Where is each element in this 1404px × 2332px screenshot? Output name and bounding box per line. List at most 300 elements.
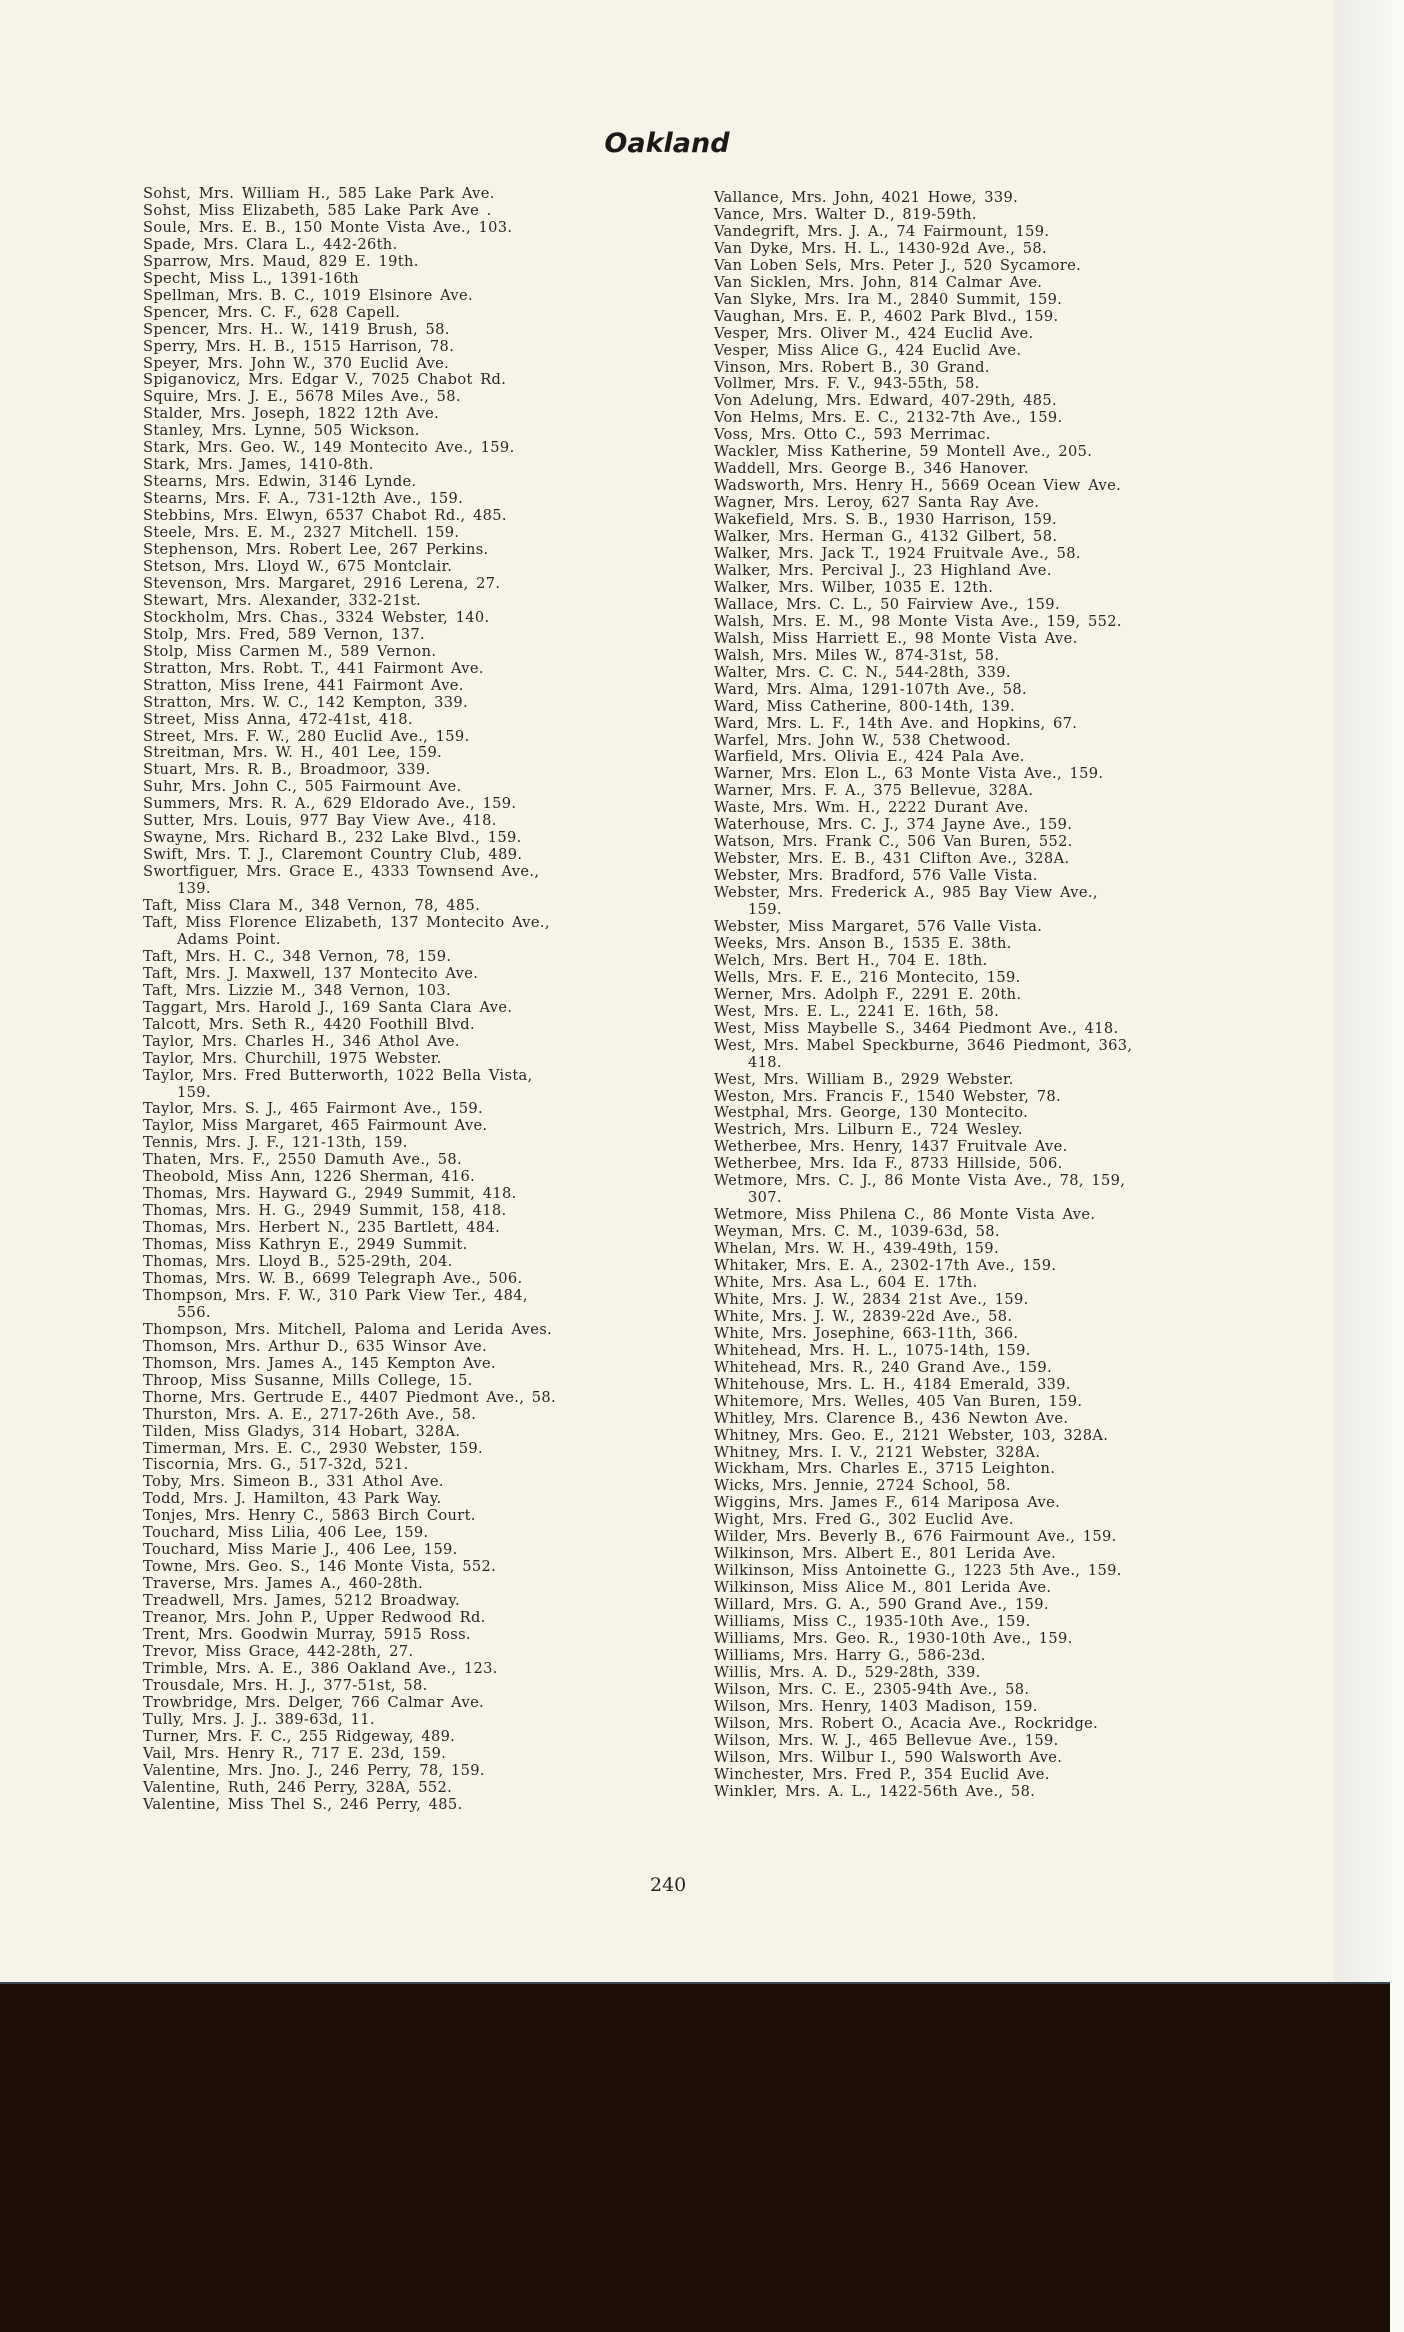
directory-entry: [714, 851, 1132, 868]
entry-text: Sohst, Mrs. William H., 585 Lake Park Ave.: [143, 185, 495, 202]
directory-entry: [714, 309, 1132, 326]
directory-entry: [143, 712, 556, 729]
entry-text: Stratton, Miss Irene, 441 Fairmont Ave.: [143, 676, 464, 694]
directory-entry: [714, 580, 1132, 597]
entry-text: Spellman, Mrs. B. C., 1019 Elsinore Ave.: [143, 286, 473, 304]
entry-text: Tilden, Miss Gladys, 314 Hobart, 328A.: [143, 1422, 461, 1440]
directory-entry: [143, 627, 556, 644]
directory-entry: [143, 1322, 556, 1339]
entry-text: Stebbins, Mrs. Elwyn, 6537 Chabot Rd., 485.: [143, 507, 507, 525]
directory-entry: [714, 953, 1132, 970]
entry-text: Webster, Mrs. E. B., 431 Clifton Ave., 328A.: [714, 850, 1070, 868]
directory-entry: [714, 1614, 1132, 1631]
entry-text: Whitney, Mrs. Geo. E., 2121 Webster, 103, 328A.: [714, 1426, 1109, 1444]
directory-entry: [714, 665, 1132, 682]
entry-text: Walter, Mrs. C. C. N., 544-28th, 339.: [714, 663, 1011, 681]
entry-text: Webster, Miss Margaret, 576 Valle Vista.: [714, 917, 1043, 935]
entry-text: Watson, Mrs. Frank C., 506 Van Buren, 552.: [714, 833, 1073, 851]
directory-entry: [714, 393, 1132, 410]
entry-text: Wetherbee, Mrs. Henry, 1437 Fruitvale Ave.: [714, 1138, 1068, 1156]
entry-text: Taft, Miss Florence Elizabeth, 137 Montecito Ave.,: [143, 913, 550, 931]
page-title: Oakland: [604, 128, 730, 159]
entry-text: Valentine, Mrs. Jno. J., 246 Perry, 78, 159.: [143, 1761, 485, 1779]
entry-text: Squire, Mrs. J. E., 5678 Miles Ave., 58.: [143, 388, 461, 406]
entry-text: Street, Mrs. F. W., 280 Euclid Ave., 159.: [143, 727, 470, 745]
entry-continuation: 418.: [748, 1053, 782, 1071]
entry-continuation: 139.: [177, 880, 211, 898]
directory-entry: [714, 936, 1132, 953]
entry-text: Swayne, Mrs. Richard B., 232 Lake Blvd., 159.: [143, 829, 522, 847]
directory-entry: [143, 339, 556, 356]
directory-entry: [143, 1457, 556, 1474]
entry-text: Warfel, Mrs. John W., 538 Chetwood.: [714, 731, 1011, 749]
directory-entry: [714, 1478, 1132, 1495]
entry-text: Walker, Mrs. Herman G., 4132 Gilbert, 58.: [714, 528, 1058, 546]
entry-text: Van Sicklen, Mrs. John, 814 Calmar Ave.: [714, 273, 1043, 291]
directory-entry: [714, 817, 1132, 834]
entry-text: Whitehead, Mrs. H. L., 1075-14th, 159.: [714, 1341, 1031, 1359]
entry-text: Van Slyke, Mrs. Ira M., 2840 Summit, 159.: [714, 290, 1063, 308]
entry-text: Williams, Mrs. Geo. R., 1930-10th Ave., 159.: [714, 1630, 1073, 1648]
entry-text: Wiggins, Mrs. James F., 614 Mariposa Ave.: [714, 1494, 1061, 1512]
directory-entry: [143, 847, 556, 864]
directory-entry: [143, 1712, 556, 1729]
directory-entry: [714, 343, 1132, 360]
entry-text: Thomas, Miss Kathryn E., 2949 Summit.: [143, 1236, 468, 1254]
directory-entry: [143, 1780, 556, 1797]
directory-entry: [143, 1644, 556, 1661]
directory-entry: [143, 322, 556, 339]
directory-entry: [714, 360, 1132, 377]
entry-text: Whitley, Mrs. Clarence B., 436 Newton Ave.: [714, 1409, 1069, 1427]
entry-text: Welch, Mrs. Bert H., 704 E. 18th.: [714, 951, 988, 969]
entry-text: Whitemore, Mrs. Welles, 405 Van Buren, 159.: [714, 1392, 1083, 1410]
directory-entry: [714, 1461, 1132, 1478]
left-column: [143, 186, 556, 1814]
directory-entry: [143, 949, 556, 966]
entry-text: Walker, Mrs. Jack T., 1924 Fruitvale Ave., 58.: [714, 545, 1081, 563]
directory-entry: [143, 1407, 556, 1424]
directory-entry: [143, 1288, 556, 1322]
entry-text: Ward, Mrs. L. F., 14th Ave. and Hopkins, 67.: [714, 714, 1078, 732]
entry-text: Tonjes, Mrs. Henry C., 5863 Birch Court.: [143, 1507, 476, 1525]
entry-text: Vesper, Mrs. Oliver M., 424 Euclid Ave.: [714, 324, 1034, 342]
directory-entry: [143, 389, 556, 406]
directory-entry: [714, 614, 1132, 631]
directory-entry: [714, 1275, 1132, 1292]
directory-entry: [714, 563, 1132, 580]
directory-entry: [143, 1135, 556, 1152]
directory-entry: [714, 1021, 1132, 1038]
entry-text: Wilson, Mrs. Wilbur I., 590 Walsworth Ave.: [714, 1748, 1063, 1766]
entry-text: Todd, Mrs. J. Hamilton, 43 Park Way.: [143, 1490, 442, 1508]
directory-entry: [714, 1360, 1132, 1377]
directory-entry: [714, 512, 1132, 529]
entry-text: Taft, Mrs. J. Maxwell, 137 Montecito Ave.: [143, 964, 479, 982]
directory-entry: [714, 326, 1132, 343]
entry-text: Westrich, Mrs. Lilburn E., 724 Wesley.: [714, 1121, 1023, 1139]
directory-entry: [714, 275, 1132, 292]
entry-text: Thomas, Mrs. Herbert N., 235 Bartlett, 484.: [143, 1219, 501, 1237]
directory-entry: [714, 444, 1132, 461]
directory-entry: [143, 661, 556, 678]
entry-text: Ward, Miss Catherine, 800-14th, 139.: [714, 697, 1015, 715]
directory-entry: [143, 220, 556, 237]
entry-text: Wilson, Mrs. Robert O., Acacia Ave., Rockridge.: [714, 1714, 1099, 1732]
entry-text: Stratton, Mrs. Robt. T., 441 Fairmont Ave.: [143, 659, 484, 677]
entry-text: Waddell, Mrs. George B., 346 Hanover.: [714, 460, 1029, 478]
entry-text: Ward, Mrs. Alma, 1291-107th Ave., 58.: [714, 680, 1027, 698]
directory-entry: [143, 1441, 556, 1458]
directory-entry: [143, 1559, 556, 1576]
directory-entry: [714, 1631, 1132, 1648]
directory-entry: [143, 559, 556, 576]
directory-entry: [714, 1394, 1132, 1411]
entry-text: Thaten, Mrs. F., 2550 Damuth Ave., 58.: [143, 1151, 463, 1169]
directory-entry: [714, 1173, 1132, 1207]
entry-text: Valentine, Miss Thel S., 246 Perry, 485.: [143, 1795, 463, 1813]
directory-entry: [143, 966, 556, 983]
directory-entry: [714, 1716, 1132, 1733]
entry-text: Whitney, Mrs. I. V., 2121 Webster, 328A.: [714, 1443, 1041, 1461]
entry-text: Wetherbee, Mrs. Ida F., 8733 Hillside, 506.: [714, 1155, 1063, 1173]
directory-entry: [143, 593, 556, 610]
directory-entry: [143, 474, 556, 491]
directory-entry: [714, 410, 1132, 427]
entry-text: Van Dyke, Mrs. H. L., 1430-92d Ave., 58.: [714, 239, 1048, 257]
entry-text: Stolp, Miss Carmen M., 589 Vernon.: [143, 642, 437, 660]
directory-entry: [143, 915, 556, 949]
directory-entry: [714, 1495, 1132, 1512]
entry-text: Wight, Mrs. Fred G., 302 Euclid Ave.: [714, 1511, 1014, 1529]
entry-text: Vesper, Miss Alice G., 424 Euclid Ave.: [714, 341, 1022, 359]
entry-text: Wilson, Mrs. Henry, 1403 Madison, 159.: [714, 1697, 1038, 1715]
directory-entry: [143, 1763, 556, 1780]
entry-text: Timerman, Mrs. E. C., 2930 Webster, 159.: [143, 1439, 483, 1457]
entry-text: Thomas, Mrs. Hayward G., 2949 Summit, 418.: [143, 1185, 517, 1203]
directory-entry: [143, 1678, 556, 1695]
directory-entry: [714, 1343, 1132, 1360]
entry-text: Theobold, Miss Ann, 1226 Sherman, 416.: [143, 1168, 476, 1186]
directory-entry: [143, 1695, 556, 1712]
directory-entry: [714, 800, 1132, 817]
directory-entry: [714, 1682, 1132, 1699]
directory-entry: [714, 766, 1132, 783]
entry-text: Steele, Mrs. E. M., 2327 Mitchell. 159.: [143, 524, 460, 542]
directory-entry: [143, 1152, 556, 1169]
directory-entry: [143, 372, 556, 389]
entry-text: Tully, Mrs. J. J.. 389-63d, 11.: [143, 1710, 375, 1728]
directory-entry: [714, 292, 1132, 309]
entry-text: West, Mrs. E. L., 2241 E. 16th, 58.: [714, 1002, 1000, 1020]
directory-entry: [714, 631, 1132, 648]
directory-entry: [714, 241, 1132, 258]
entry-text: Wicks, Mrs. Jennie, 2724 School, 58.: [714, 1477, 1011, 1495]
directory-entry: [143, 1356, 556, 1373]
entry-text: Wilson, Mrs. W. J., 465 Bellevue Ave., 159.: [714, 1731, 1059, 1749]
entry-text: Wackler, Miss Katherine, 59 Montell Ave., 205.: [714, 443, 1093, 461]
directory-entry: [714, 1445, 1132, 1462]
entry-text: Trimble, Mrs. A. E., 386 Oakland Ave., 123.: [143, 1659, 498, 1677]
directory-entry: [714, 478, 1132, 495]
entry-text: Sperry, Mrs. H. B., 1515 Harrison, 78.: [143, 337, 455, 355]
entry-text: Sutter, Mrs. Louis, 977 Bay View Ave., 418.: [143, 812, 497, 830]
entry-text: Stolp, Mrs. Fred, 589 Vernon, 137.: [143, 625, 426, 643]
entry-text: Williams, Mrs. Harry G., 586-23d.: [714, 1646, 986, 1664]
directory-entry: [143, 1169, 556, 1186]
entry-text: Willard, Mrs. G. A., 590 Grand Ave., 159.: [714, 1596, 1049, 1614]
directory-entry: [143, 237, 556, 254]
entry-text: Trevor, Miss Grace, 442-28th, 27.: [143, 1642, 414, 1660]
directory-entry: [143, 356, 556, 373]
entry-text: Whitaker, Mrs. E. A., 2302-17th Ave., 159.: [714, 1257, 1057, 1275]
directory-entry: [143, 1661, 556, 1678]
directory-entry: [143, 288, 556, 305]
directory-entry: [143, 440, 556, 457]
directory-entry: [714, 1546, 1132, 1563]
entry-continuation: 307.: [748, 1189, 782, 1207]
directory-entry: [714, 1563, 1132, 1580]
entry-text: Warner, Mrs. F. A., 375 Bellevue, 328A.: [714, 782, 1034, 800]
directory-entry: [714, 1122, 1132, 1139]
directory-entry: [714, 1292, 1132, 1309]
entry-text: Wallace, Mrs. C. L., 50 Fairview Ave., 159.: [714, 595, 1060, 613]
entry-text: Throop, Miss Susanne, Mills College, 15.: [143, 1371, 473, 1389]
entry-text: Vallance, Mrs. John, 4021 Howe, 339.: [714, 189, 1019, 206]
directory-entry: [143, 542, 556, 559]
directory-entry: [143, 813, 556, 830]
directory-entry: [143, 457, 556, 474]
directory-entry: [143, 864, 556, 898]
entry-text: Wilder, Mrs. Beverly B., 676 Fairmount Ave., 159.: [714, 1528, 1117, 1546]
entry-text: Taft, Mrs. Lizzie M., 348 Vernon, 103.: [143, 981, 452, 999]
directory-entry: [714, 1648, 1132, 1665]
entry-text: Von Adelung, Mrs. Edward, 407-29th, 485.: [714, 392, 1057, 410]
entry-text: Spade, Mrs. Clara L., 442-26th.: [143, 235, 398, 253]
entry-text: Weeks, Mrs. Anson B., 1535 E. 38th.: [714, 934, 1012, 952]
entry-text: Spencer, Mrs. C. F., 628 Capell.: [143, 303, 401, 321]
directory-entry: [714, 1428, 1132, 1445]
entry-text: Warner, Mrs. Elon L., 63 Monte Vista Ave., 159.: [714, 765, 1104, 783]
directory-entry: [714, 495, 1132, 512]
directory-entry: [143, 779, 556, 796]
directory-entry: [714, 1512, 1132, 1529]
entry-text: Wetmore, Mrs. C. J., 86 Monte Vista Ave., 78, 159,: [714, 1172, 1126, 1190]
directory-entry: [714, 1699, 1132, 1716]
entry-text: Voss, Mrs. Otto C., 593 Merrimac.: [714, 426, 991, 444]
entry-text: West, Mrs. William B., 2929 Webster.: [714, 1070, 1014, 1088]
directory-entry: [143, 678, 556, 695]
directory-entry: [714, 461, 1132, 478]
entry-text: Wilkinson, Miss Antoinette G., 1223 5th Ave., 159.: [714, 1562, 1122, 1580]
directory-entry: [143, 1017, 556, 1034]
directory-entry: [714, 1089, 1132, 1106]
entry-text: Weston, Mrs. Francis F., 1540 Webster, 78.: [714, 1087, 1062, 1105]
entry-text: Whelan, Mrs. W. H., 439-49th, 159.: [714, 1240, 999, 1258]
directory-entry: [714, 682, 1132, 699]
directory-entry: [143, 1746, 556, 1763]
entry-text: Spencer, Mrs. H.. W., 1419 Brush, 58.: [143, 320, 450, 338]
entry-text: Specht, Miss L., 1391-16th: [143, 269, 360, 287]
entry-text: Thompson, Mrs. Mitchell, Paloma and Lerida Aves.: [143, 1320, 553, 1338]
directory-entry: [143, 1610, 556, 1627]
directory-entry: [143, 695, 556, 712]
directory-entry: [143, 898, 556, 915]
directory-entry: [143, 1729, 556, 1746]
entry-text: Waterhouse, Mrs. C. J., 374 Jayne Ave., 159.: [714, 816, 1073, 834]
entry-text: Taylor, Mrs. Churchill, 1975 Webster.: [143, 1049, 442, 1067]
entry-continuation: 159.: [177, 1083, 211, 1101]
entry-text: Vandegrift, Mrs. J. A., 74 Fairmount, 159.: [714, 222, 1050, 240]
directory-entry: [143, 1034, 556, 1051]
entry-text: Street, Miss Anna, 472-41st, 418.: [143, 710, 413, 728]
directory-entry: [714, 427, 1132, 444]
entry-text: Touchard, Miss Lilia, 406 Lee, 159.: [143, 1524, 429, 1542]
directory-entry: [714, 207, 1132, 224]
entry-text: Summers, Mrs. R. A., 629 Eldorado Ave., 159.: [143, 795, 517, 813]
directory-entry: [143, 745, 556, 762]
entry-text: Williams, Miss C., 1935-10th Ave., 159.: [714, 1613, 1031, 1631]
directory-entry: [143, 1000, 556, 1017]
entry-text: Stockholm, Mrs. Chas., 3324 Webster, 140.: [143, 608, 490, 626]
directory-entry: [714, 970, 1132, 987]
entry-text: Vail, Mrs. Henry R., 717 E. 23d, 159.: [143, 1744, 447, 1762]
entry-text: Winkler, Mrs. A. L., 1422-56th Ave., 58.: [714, 1782, 1036, 1800]
entry-text: White, Mrs. J. W., 2834 21st Ave., 159.: [714, 1290, 1029, 1308]
directory-entry: [714, 1139, 1132, 1156]
directory-entry: [143, 729, 556, 746]
directory-entry: [143, 1424, 556, 1441]
entry-text: Treadwell, Mrs. James, 5212 Broadway.: [143, 1592, 461, 1610]
directory-entry: [143, 1542, 556, 1559]
directory-entry: [143, 1525, 556, 1542]
entry-text: Stearns, Mrs. F. A., 731-12th Ave., 159.: [143, 490, 464, 508]
directory-entry: [143, 644, 556, 661]
entry-text: Taylor, Mrs. Fred Butterworth, 1022 Bella Vista,: [143, 1066, 533, 1084]
directory-entry: [143, 423, 556, 440]
directory-entry: [714, 1241, 1132, 1258]
entry-text: Stalder, Mrs. Joseph, 1822 12th Ave.: [143, 405, 440, 423]
entry-text: Thomas, Mrs. Lloyd B., 525-29th, 204.: [143, 1253, 453, 1271]
entry-text: West, Miss Maybelle S., 3464 Piedmont Ave., 418.: [714, 1019, 1119, 1037]
directory-entry: [714, 1580, 1132, 1597]
entry-text: Taylor, Mrs. S. J., 465 Fairmont Ave., 159.: [143, 1100, 484, 1118]
entry-text: Stratton, Mrs. W. C., 142 Kempton, 339.: [143, 693, 468, 711]
directory-entry: [714, 716, 1132, 733]
entry-text: Stewart, Mrs. Alexander, 332-21st.: [143, 591, 422, 609]
entry-text: Sohst, Miss Elizabeth, 585 Lake Park Ave .: [143, 201, 492, 219]
directory-entry: [714, 733, 1132, 750]
entry-continuation: Adams Point.: [177, 930, 281, 948]
entry-text: Treanor, Mrs. John P., Upper Redwood Rd.: [143, 1609, 486, 1627]
entry-text: Willis, Mrs. A. D., 529-28th, 339.: [714, 1663, 981, 1681]
directory-entry: [143, 1390, 556, 1407]
directory-entry: [714, 1156, 1132, 1173]
directory-entry: [143, 1051, 556, 1068]
entry-text: Westphal, Mrs. George, 130 Montecito.: [714, 1104, 1029, 1122]
directory-entry: [143, 1508, 556, 1525]
directory-entry: [714, 1309, 1132, 1326]
entry-text: Stevenson, Mrs. Margaret, 2916 Lerena, 27.: [143, 574, 501, 592]
directory-entry: [714, 1733, 1132, 1750]
entry-text: Swortfiguer, Mrs. Grace E., 4333 Townsend Ave.,: [143, 863, 540, 881]
directory-entry: [143, 1627, 556, 1644]
directory-entry: [143, 1186, 556, 1203]
entry-text: Thomson, Mrs. James A., 145 Kempton Ave.: [143, 1354, 496, 1372]
directory-entry: [714, 1377, 1132, 1394]
directory-entry: [714, 1529, 1132, 1546]
directory-entry: [143, 491, 556, 508]
directory-entry: [143, 1576, 556, 1593]
directory-entry: [714, 885, 1132, 919]
entry-text: Trent, Mrs. Goodwin Murray, 5915 Ross.: [143, 1626, 471, 1644]
entry-text: Taylor, Mrs. Charles H., 346 Athol Ave.: [143, 1032, 460, 1050]
entry-text: Stephenson, Mrs. Robert Lee, 267 Perkins.: [143, 541, 489, 559]
scan-background: [0, 1982, 1390, 2332]
entry-text: Speyer, Mrs. John W., 370 Euclid Ave.: [143, 354, 450, 372]
directory-entry: [143, 203, 556, 220]
entry-text: Wetmore, Miss Philena C., 86 Monte Vista Ave.: [714, 1206, 1096, 1224]
entry-text: Talcott, Mrs. Seth R., 4420 Foothill Blvd.: [143, 1015, 475, 1033]
entry-text: Wilkinson, Mrs. Albert E., 801 Lerida Ave.: [714, 1545, 1057, 1563]
entry-text: Turner, Mrs. F. C., 255 Ridgeway, 489.: [143, 1727, 456, 1745]
directory-entry: [714, 749, 1132, 766]
directory-entry: [714, 699, 1132, 716]
directory-entry: [143, 1068, 556, 1102]
entry-text: Spiganovicz, Mrs. Edgar V., 7025 Chabot Rd.: [143, 371, 507, 389]
directory-entry: [143, 1474, 556, 1491]
directory-entry: [143, 1797, 556, 1814]
directory-entry: [714, 868, 1132, 885]
entry-text: Taggart, Mrs. Harold J., 169 Santa Clara Ave.: [143, 998, 513, 1016]
entry-text: Walsh, Mrs. Miles W., 874-31st, 58.: [714, 646, 1000, 664]
entry-text: Wakefield, Mrs. S. B., 1930 Harrison, 159.: [714, 511, 1057, 529]
directory-entry: [714, 1207, 1132, 1224]
directory-entry: [143, 796, 556, 813]
entry-text: Thomson, Mrs. Arthur D., 635 Winsor Ave.: [143, 1337, 487, 1355]
directory-entry: [714, 1784, 1132, 1801]
entry-text: Thorne, Mrs. Gertrude E., 4407 Piedmont Ave., 58.: [143, 1388, 556, 1406]
entry-text: Vollmer, Mrs. F. V., 943-55th, 58.: [714, 375, 980, 393]
directory-entry: [143, 762, 556, 779]
entry-text: Stark, Mrs. James, 1410-8th.: [143, 456, 374, 474]
entry-text: Toby, Mrs. Simeon B., 331 Athol Ave.: [143, 1473, 444, 1491]
entry-text: Whitehead, Mrs. R., 240 Grand Ave., 159.: [714, 1358, 1052, 1376]
entry-text: Stetson, Mrs. Lloyd W., 675 Montclair.: [143, 557, 453, 575]
directory-entry: [714, 1072, 1132, 1089]
directory-entry: [143, 271, 556, 288]
entry-text: Streitman, Mrs. W. H., 401 Lee, 159.: [143, 744, 443, 762]
directory-entry: [714, 190, 1132, 207]
directory-entry: [714, 987, 1132, 1004]
entry-text: Thomas, Mrs. W. B., 6699 Telegraph Ave., 506.: [143, 1270, 523, 1287]
entry-text: Tiscornia, Mrs. G., 517-32d, 521.: [143, 1456, 409, 1474]
entry-text: Walsh, Miss Harriett E., 98 Monte Vista Ave.: [714, 629, 1078, 647]
entry-text: Waste, Mrs. Wm. H., 2222 Durant Ave.: [714, 799, 1029, 817]
entry-text: Wadsworth, Mrs. Henry H., 5669 Ocean View Ave.: [714, 477, 1122, 495]
entry-text: Thompson, Mrs. F. W., 310 Park View Ter., 484,: [143, 1286, 528, 1304]
entry-text: West, Mrs. Mabel Speckburne, 3646 Piedmont, 363,: [714, 1036, 1133, 1054]
directory-entry: [714, 919, 1132, 936]
directory-entry: [143, 1220, 556, 1237]
directory-entry: [143, 1203, 556, 1220]
entry-text: Stuart, Mrs. R. B., Broadmoor, 339.: [143, 761, 431, 779]
entry-text: Vance, Mrs. Walter D., 819-59th.: [714, 205, 977, 223]
directory-entry: [714, 546, 1132, 563]
directory-entry: [714, 1326, 1132, 1343]
directory-entry: [714, 597, 1132, 614]
directory-entry: [143, 983, 556, 1000]
